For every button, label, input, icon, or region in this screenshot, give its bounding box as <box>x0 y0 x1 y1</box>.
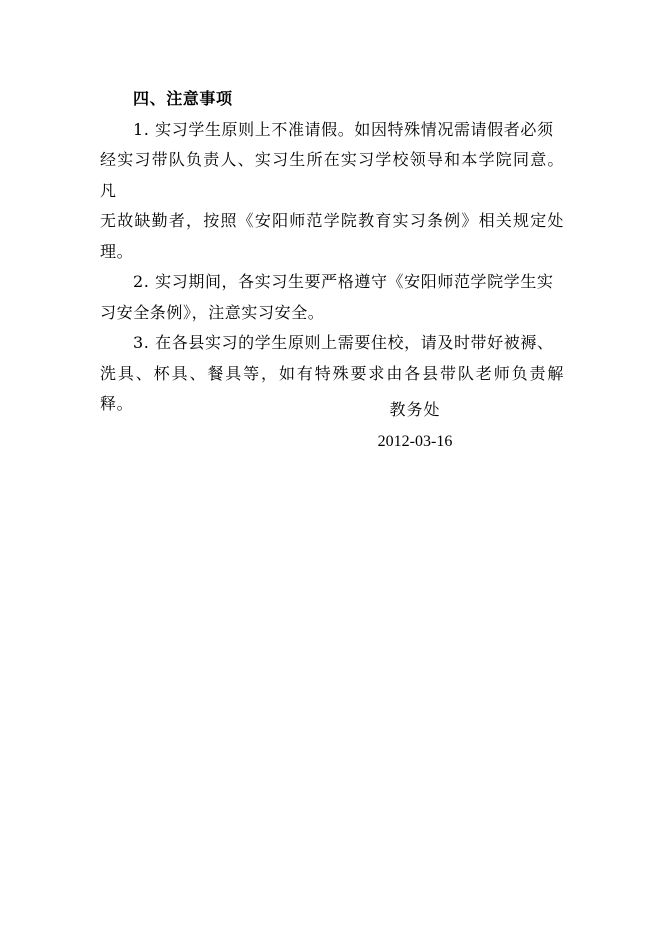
item-2-line-2: 习安全条例》，注意实习安全。 <box>100 302 325 322</box>
signature-department: 教务处 <box>389 400 441 419</box>
item-1-line-3: 无故缺勤者，按照《安阳师范学院教育实习条例》相关规定处理。 <box>100 211 564 261</box>
signature-block <box>360 394 470 458</box>
section-heading: 四、注意事项 <box>133 89 233 108</box>
item-1-line-2: 经实习带队负责人、实习生所在实习学校领导和本学院同意。凡 <box>100 150 564 200</box>
item-3-line-2: 洗具、杯具、餐具等，如有特殊要求由各县带队老师负责解释。 <box>100 363 564 413</box>
notice-item-3 <box>100 328 564 420</box>
signature-date: 2012-03-16 <box>377 433 453 450</box>
notice-body <box>100 84 564 420</box>
notice-item-1 <box>100 115 564 268</box>
item-3-line-1: 3. 在各县实习的学生原则上需要住校，请及时带好被褥、 <box>133 333 554 352</box>
item-1-line-1: 1. 实习学生原则上不准请假。如因特殊情况需请假者必须 <box>133 119 554 139</box>
notice-item-2 <box>100 267 564 328</box>
item-2-line-1: 2. 实习期间，各实习生要严格遵守《安阳师范学院学生实 <box>133 272 554 291</box>
